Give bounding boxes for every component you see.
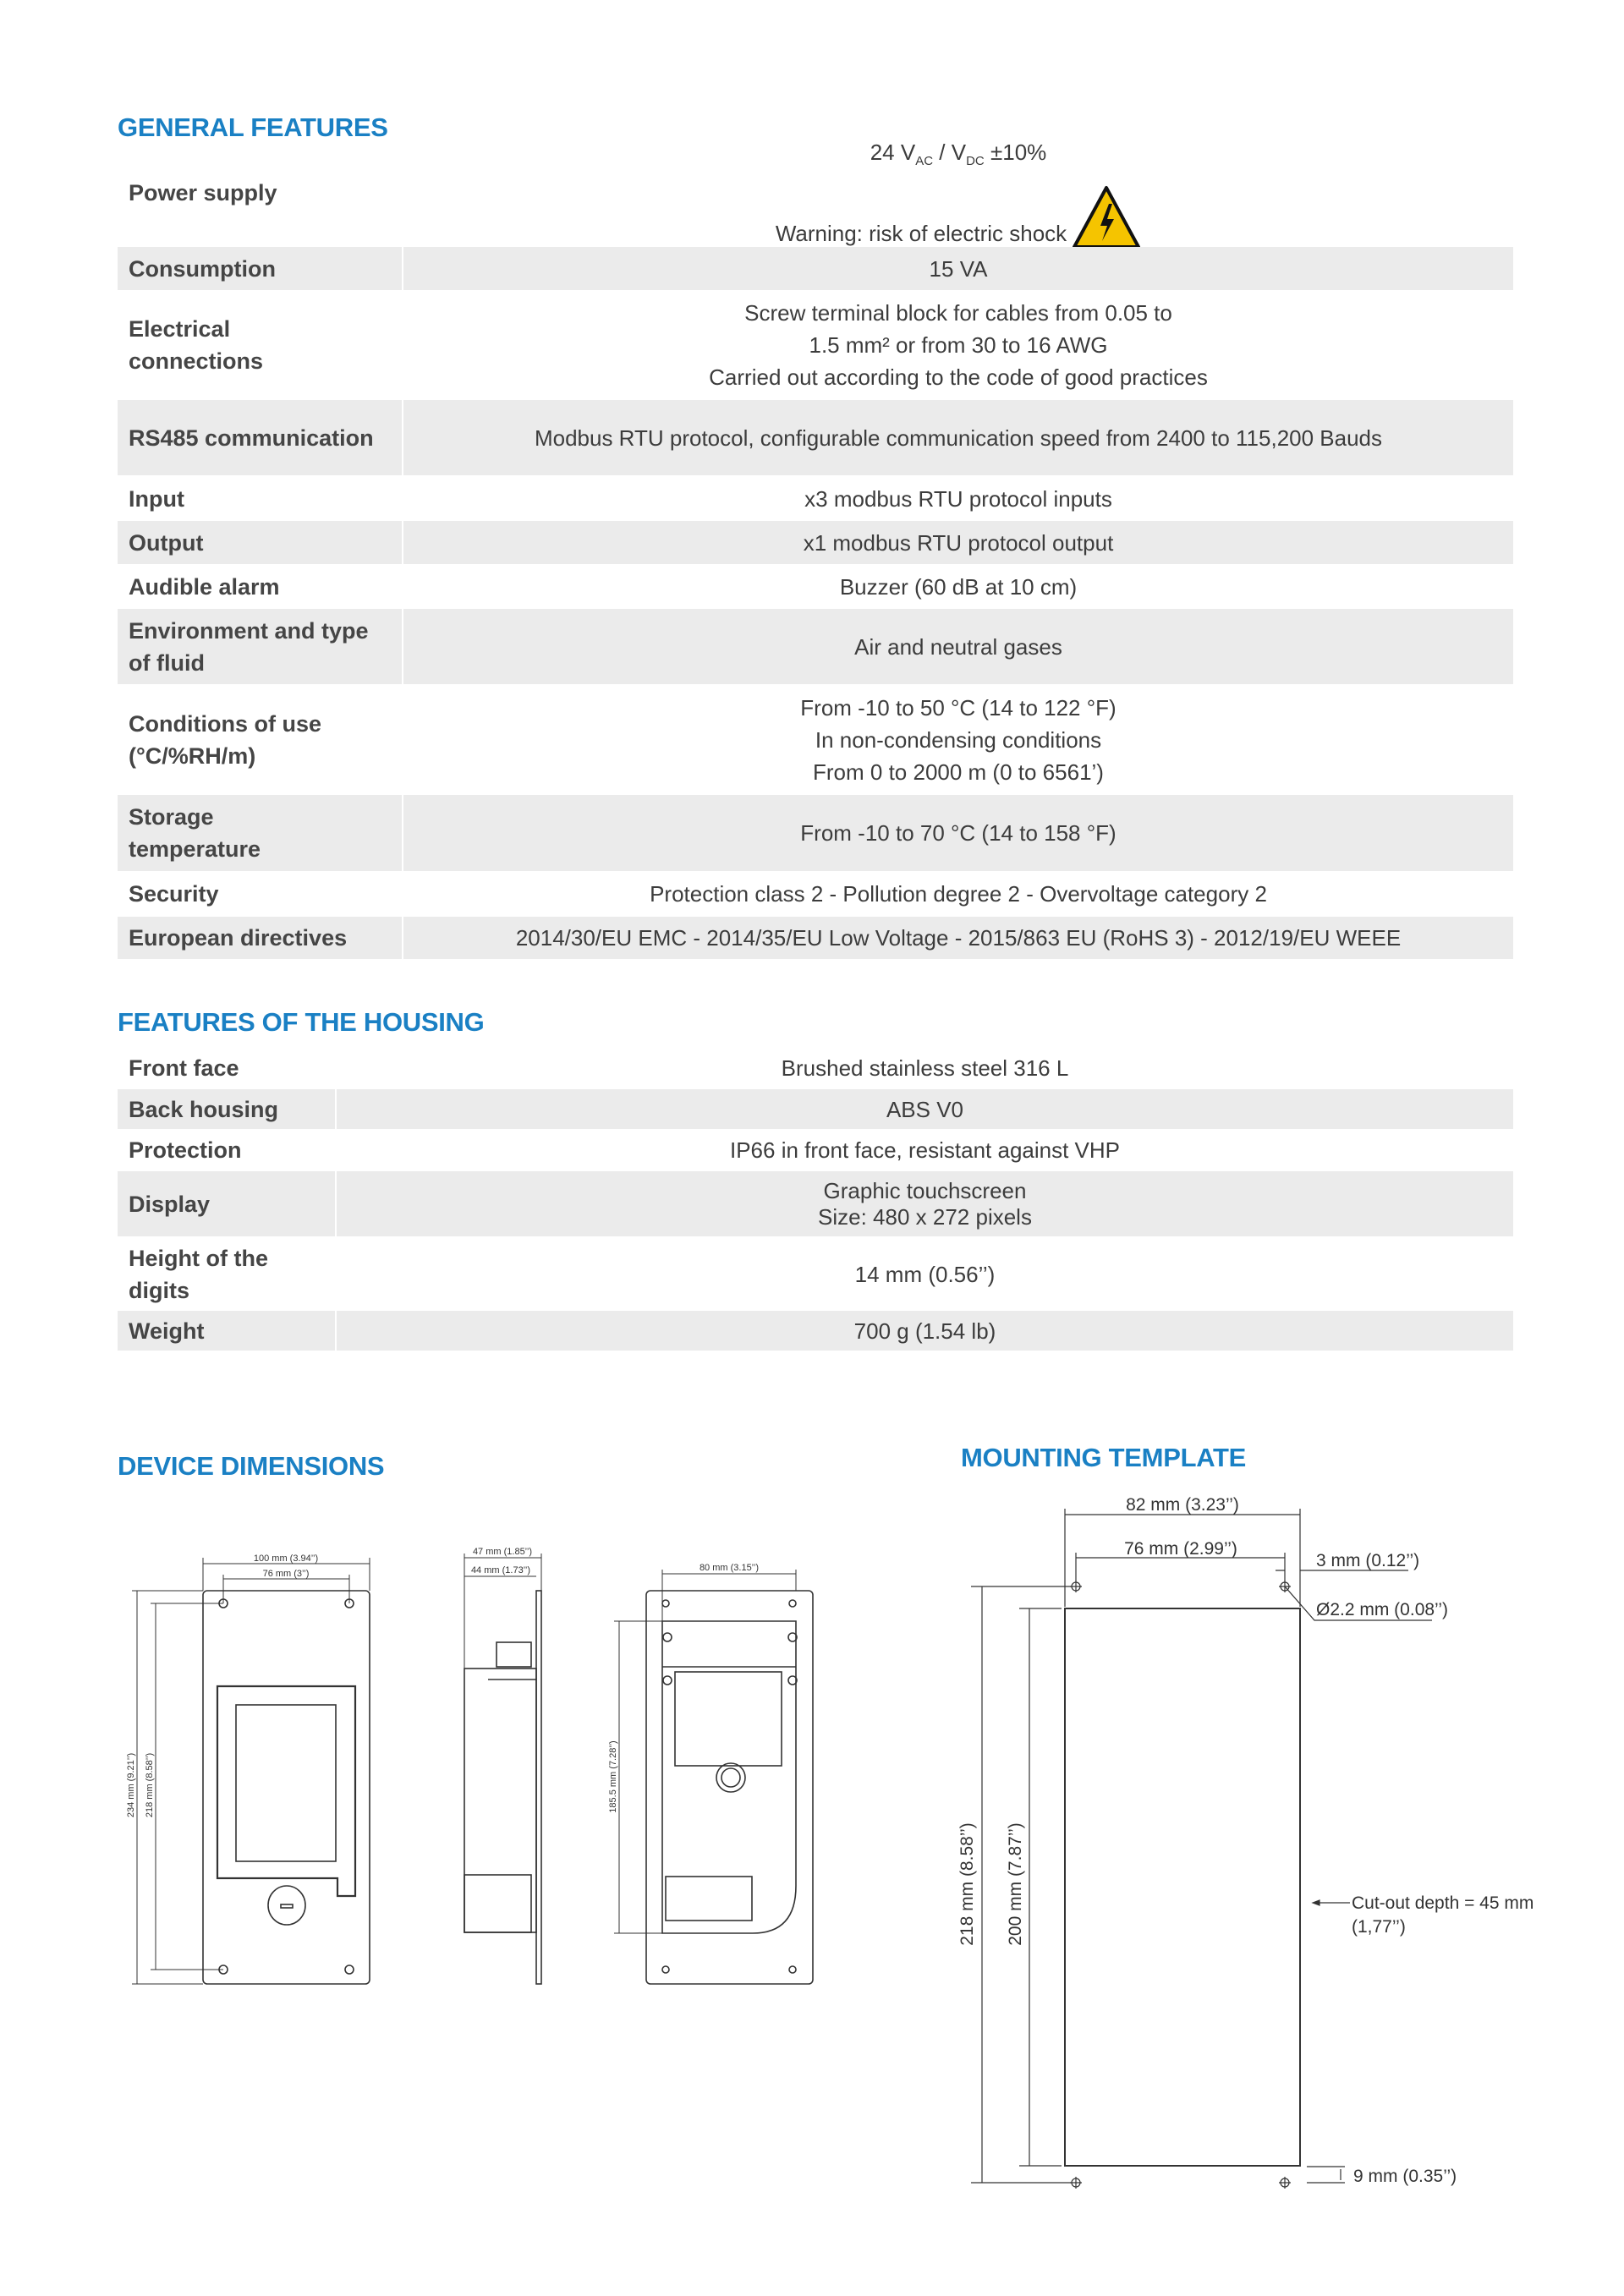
back-width-label: 80 mm (3.15’’): [699, 1563, 760, 1573]
template-hole-height-label: 218 mm (8.58’’): [957, 1822, 977, 1946]
front-view-drawing: [132, 1558, 370, 1984]
total-depth-label: 47 mm (1.85’’): [472, 1547, 533, 1557]
table-row: RS485 communication Modbus RTU protocol, configurable communication speed from 2400 to 115,200 Bauds: [118, 400, 1513, 475]
general-features-heading: GENERAL FEATURES: [118, 112, 388, 142]
body-depth-label: 44 mm (1.73’’): [470, 1565, 531, 1575]
table-row: Height of the digits 14 mm (0.56’’): [129, 1246, 996, 1303]
side-view-drawing: [464, 1553, 541, 1984]
table-row: Storage temperature From -10 to 70 °C (14 to 158 °F): [118, 795, 1513, 871]
table-row: Electrical connections Screw terminal block for cables from 0.05 to 1.5 mm² or from 30 to 16 AWG Carried out according to the code of good practices: [129, 299, 1208, 390]
table-row: Environment and type of fluid Air and neutral gases: [118, 609, 1513, 684]
table-row: Input x3 modbus RTU protocol inputs: [129, 486, 1112, 512]
housing-features-heading: FEATURES OF THE HOUSING: [118, 1007, 485, 1037]
mounting-hole-icon: [1070, 1581, 1291, 2189]
mounting-template-heading: MOUNTING TEMPLATE: [961, 1443, 1247, 1472]
table-row: Weight 700 g (1.54 lb): [118, 1311, 1513, 1351]
table-row: Security Protection class 2 - Pollution degree 2 - Overvoltage category 2: [129, 881, 1267, 907]
back-height-label: 185.5 mm (7.28’’): [608, 1740, 618, 1813]
hole-height-label: 218 mm (8.58’’): [145, 1752, 155, 1818]
bottom-offset-label: 9 mm (0.35’’): [1353, 2167, 1457, 2186]
width-dimension-label: 100 mm (3.94’’): [253, 1553, 319, 1564]
device-dimensions-heading: DEVICE DIMENSIONS: [118, 1451, 385, 1481]
table-row: Back housing ABS V0: [118, 1089, 1513, 1129]
cutout-width-label: 82 mm (3.23’’): [1126, 1495, 1239, 1515]
back-view-drawing: [614, 1570, 813, 1984]
table-row: Protection IP66 in front face, resistant against VHP: [129, 1137, 1121, 1163]
table-row: Output x1 modbus RTU protocol output: [118, 521, 1513, 564]
row-label: Power supply: [129, 180, 277, 205]
mounting-hole-icon: [219, 1599, 354, 1974]
warning-text: Warning: risk of electric shock: [775, 220, 1067, 246]
template-hole-spacing-label: 76 mm (2.99’’): [1124, 1539, 1237, 1559]
cutout-depth-inches-label: (1,77’’): [1352, 1917, 1406, 1937]
hole-diameter-label: Ø2.2 mm (0.08’’): [1316, 1600, 1448, 1619]
table-row: Audible alarm Buzzer (60 dB at 10 cm): [129, 573, 1078, 600]
height-dimension-label: 234 mm (9.21’’): [126, 1752, 136, 1818]
table-row: European directives 2014/30/EU EMC - 2014/35/EU Low Voltage - 2015/863 EU (RoHS 3) - 2012/19/EU WEEE: [118, 917, 1513, 959]
table-row: Conditions of use (°C/%RH/m) From -10 to 50 °C (14 to 122 °F) In non-condensing conditions From 0 to 2000 m (0 to 6561’): [129, 694, 1116, 785]
table-row: Display Graphic touchscreen Size: 480 x 272 pixels: [118, 1171, 1513, 1236]
power-supply-value: 24 $V_{AC} / V_{DC} \pm 10\%$: [870, 140, 1047, 169]
cutout-depth-label: Cut-out depth = 45 mm: [1352, 1893, 1534, 1913]
table-row: Front face Brushed stainless steel 316 L: [129, 1055, 1069, 1081]
cutout-height-label: 200 mm (7.87’’): [1006, 1822, 1025, 1946]
hole-offset-label: 3 mm (0.12’’): [1316, 1551, 1420, 1570]
hole-spacing-label: 76 mm (3’’): [262, 1569, 310, 1579]
table-row: Consumption 15 VA: [118, 247, 1513, 290]
